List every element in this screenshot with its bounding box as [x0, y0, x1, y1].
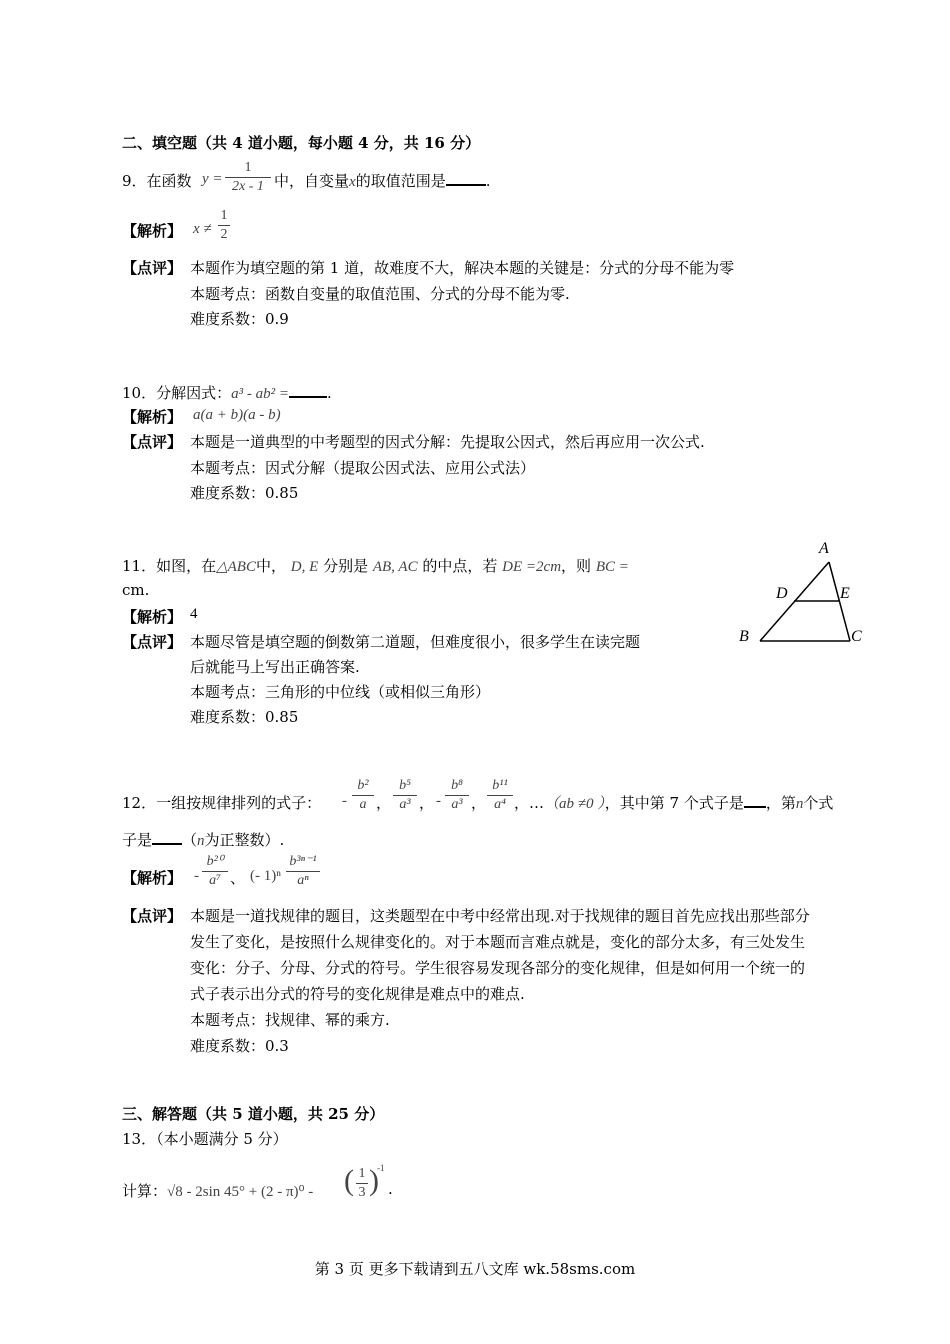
comment-text: 本题是一道找规律的题目，这类题型在中考中经常出现.对于找规律的题目首先应找出那些部分 [190, 907, 810, 925]
fraction-1 [352, 778, 374, 813]
fraction-2 [393, 778, 417, 813]
numerator: 1 [220, 208, 228, 223]
question-text: 的中点，若 [422, 557, 498, 575]
fraction-4 [487, 778, 513, 813]
question-text: 子是 [122, 831, 153, 849]
math-var: n [795, 796, 804, 812]
comment-text-cont: 后就能马上写出正确答案. [190, 658, 360, 676]
fraction [356, 1166, 368, 1201]
question-text: ，其中第 7 个式子是 [604, 794, 744, 812]
comment-label: 【点评】 [122, 633, 183, 651]
page-footer: 第 3 页 更多下载请到五八文库 wk.58sms.com [314, 1260, 636, 1278]
answer-expr: x ≠ [193, 221, 212, 237]
question-text: ，第 [765, 794, 796, 812]
comment-topic: 本题考点：三角形的中位线（或相似三角形） [190, 683, 491, 701]
numerator: b³ⁿ⁻¹ [289, 854, 317, 869]
period: . [485, 172, 491, 190]
denominator: a³ [399, 797, 411, 812]
question-text: 计算： [122, 1182, 168, 1200]
question-text: 在函数 [146, 172, 192, 190]
difficulty: 难度系数：0.85 [190, 708, 299, 726]
answer-blank [289, 396, 327, 398]
comment-text-cont: 式子表示出分式的符号的变化规律是难点中的难点. [190, 985, 525, 1003]
period: . [326, 384, 332, 402]
comment-text: 本题尽管是填空题的倒数第二道题，但难度很小，很多学生在读完题 [190, 633, 641, 651]
separator: ， [376, 794, 392, 812]
analysis-label: 【解析】 [122, 869, 183, 887]
comment-text: 本题是一道典型的中考题型的因式分解：先提取公因式，然后再应用一次公式. [190, 433, 705, 451]
difficulty: 难度系数：0.3 [190, 1037, 289, 1055]
sign: - [194, 868, 199, 884]
math-expr: BC = [595, 559, 629, 575]
denominator: a [359, 797, 367, 812]
period: . [388, 1180, 393, 1198]
math-var: x [349, 174, 356, 190]
comment-text-cont: 变化：分子、分母、分式的符号。学生很容易发现各部分的变化规律，但是如何用一个统一的 [190, 959, 806, 977]
question-text: 为正整数）. [204, 831, 285, 849]
numerator: b⁵ [399, 778, 411, 793]
math-expr: (- 1)ⁿ [250, 868, 281, 884]
math-expr: y = [202, 171, 223, 187]
denominator: a⁷ [209, 873, 221, 888]
question-text: 分别是 [323, 557, 369, 575]
exponent: -1 [377, 1163, 385, 1173]
question-text: （ [182, 831, 198, 849]
vertex-label-a: A [819, 540, 829, 557]
comment-label: 【点评】 [122, 433, 183, 451]
denominator: aⁿ [297, 873, 309, 888]
comment-text: 本题作为填空题的第 1 道，故难度不大，解决本题的关键是：分式的分母不能为零 [190, 259, 735, 277]
vertex-label-b: B [739, 628, 749, 645]
question-note: （本小题满分 5 分） [156, 1130, 288, 1148]
comment-text-cont: 发生了变化，是按照什么规律变化的。对于本题而言难点就是，变化的部分太多，有三处发生 [190, 933, 806, 951]
math-expr: △ABC [216, 559, 256, 575]
answer-expr: 4 [190, 606, 198, 622]
denominator: 3 [358, 1185, 366, 1200]
numerator: b² [357, 778, 369, 793]
answer-fraction-2 [286, 853, 320, 889]
math-expr: DE =2cm [502, 559, 562, 575]
question-text: 个式 [803, 794, 834, 812]
denominator: 2x - 1 [232, 179, 264, 194]
section-heading: 二、填空题（共 4 道小题，每小题 4 分，共 16 分） [122, 134, 481, 152]
math-expr: √8 - 2sin 45° + (2 - π)⁰ - [167, 1184, 314, 1200]
question-text: 中，自变量 [274, 172, 350, 190]
left-paren: ( [344, 1164, 354, 1197]
comment-topic: 本题考点：找规律、幂的乘方. [190, 1011, 390, 1029]
separator: ， [514, 794, 530, 812]
comment-topic: 本题考点：函数自变量的取值范围、分式的分母不能为零. [190, 285, 570, 303]
triangle-figure [732, 538, 872, 650]
question-number: 10． [122, 384, 157, 402]
analysis-label: 【解析】 [122, 608, 183, 626]
fraction [225, 160, 271, 195]
separator: 、 [230, 869, 246, 887]
answer-blank [744, 806, 766, 808]
question-text: cm. [122, 581, 150, 599]
difficulty: 难度系数：0.9 [190, 310, 289, 328]
numerator: 1 [358, 1166, 366, 1181]
separator: ， [419, 794, 435, 812]
analysis-label: 【解析】 [122, 222, 183, 240]
comment-label: 【点评】 [122, 259, 183, 277]
question-text: 的取值范围是 [355, 172, 446, 190]
question-text: 分解因式： [156, 384, 232, 402]
numerator: 1 [244, 160, 252, 175]
fraction-3 [445, 778, 469, 813]
numerator: b⁸ [451, 778, 463, 793]
question-number: 13． [122, 1130, 157, 1148]
answer-blank [152, 843, 182, 845]
analysis-label: 【解析】 [122, 408, 183, 426]
question-number: 9． [122, 172, 147, 190]
question-number: 12． [122, 794, 157, 812]
question-text: 如图，在 [156, 557, 217, 575]
math-expr: D, E [290, 559, 319, 575]
comment-label: 【点评】 [122, 907, 183, 925]
math-var: n [197, 833, 205, 849]
answer-fraction [218, 208, 230, 243]
denominator: 2 [220, 227, 228, 242]
ellipsis: … [529, 794, 545, 812]
section-heading: 三、解答题（共 5 道小题，共 25 分） [122, 1105, 385, 1123]
question-text: ，则 [561, 557, 592, 575]
math-expr: AB, AC [372, 559, 418, 575]
right-paren: ) [369, 1164, 379, 1197]
condition: （ab ≠0 ） [544, 796, 605, 812]
vertex-label-e: E [840, 585, 850, 602]
denominator: a³ [451, 797, 463, 812]
question-text: 中， [255, 557, 286, 575]
question-number: 11． [122, 557, 157, 575]
difficulty: 难度系数：0.85 [190, 484, 299, 502]
answer-fraction-1 [202, 853, 228, 889]
separator: ， [471, 794, 487, 812]
numerator: b²⁰ [206, 854, 224, 869]
sign: - [436, 793, 441, 809]
comment-topic: 本题考点：因式分解（提取公因式法、应用公式法） [190, 459, 536, 477]
vertex-label-d: D [776, 585, 788, 602]
math-expr: a³ - ab² = [231, 386, 289, 402]
vertex-label-c: C [851, 628, 862, 645]
sign: - [342, 793, 347, 809]
denominator: a⁴ [494, 797, 506, 812]
answer-expr: a(a + b)(a - b) [193, 407, 281, 423]
answer-blank [446, 184, 486, 186]
numerator: b¹¹ [492, 778, 508, 793]
question-text: 一组按规律排列的式子： [156, 794, 322, 812]
